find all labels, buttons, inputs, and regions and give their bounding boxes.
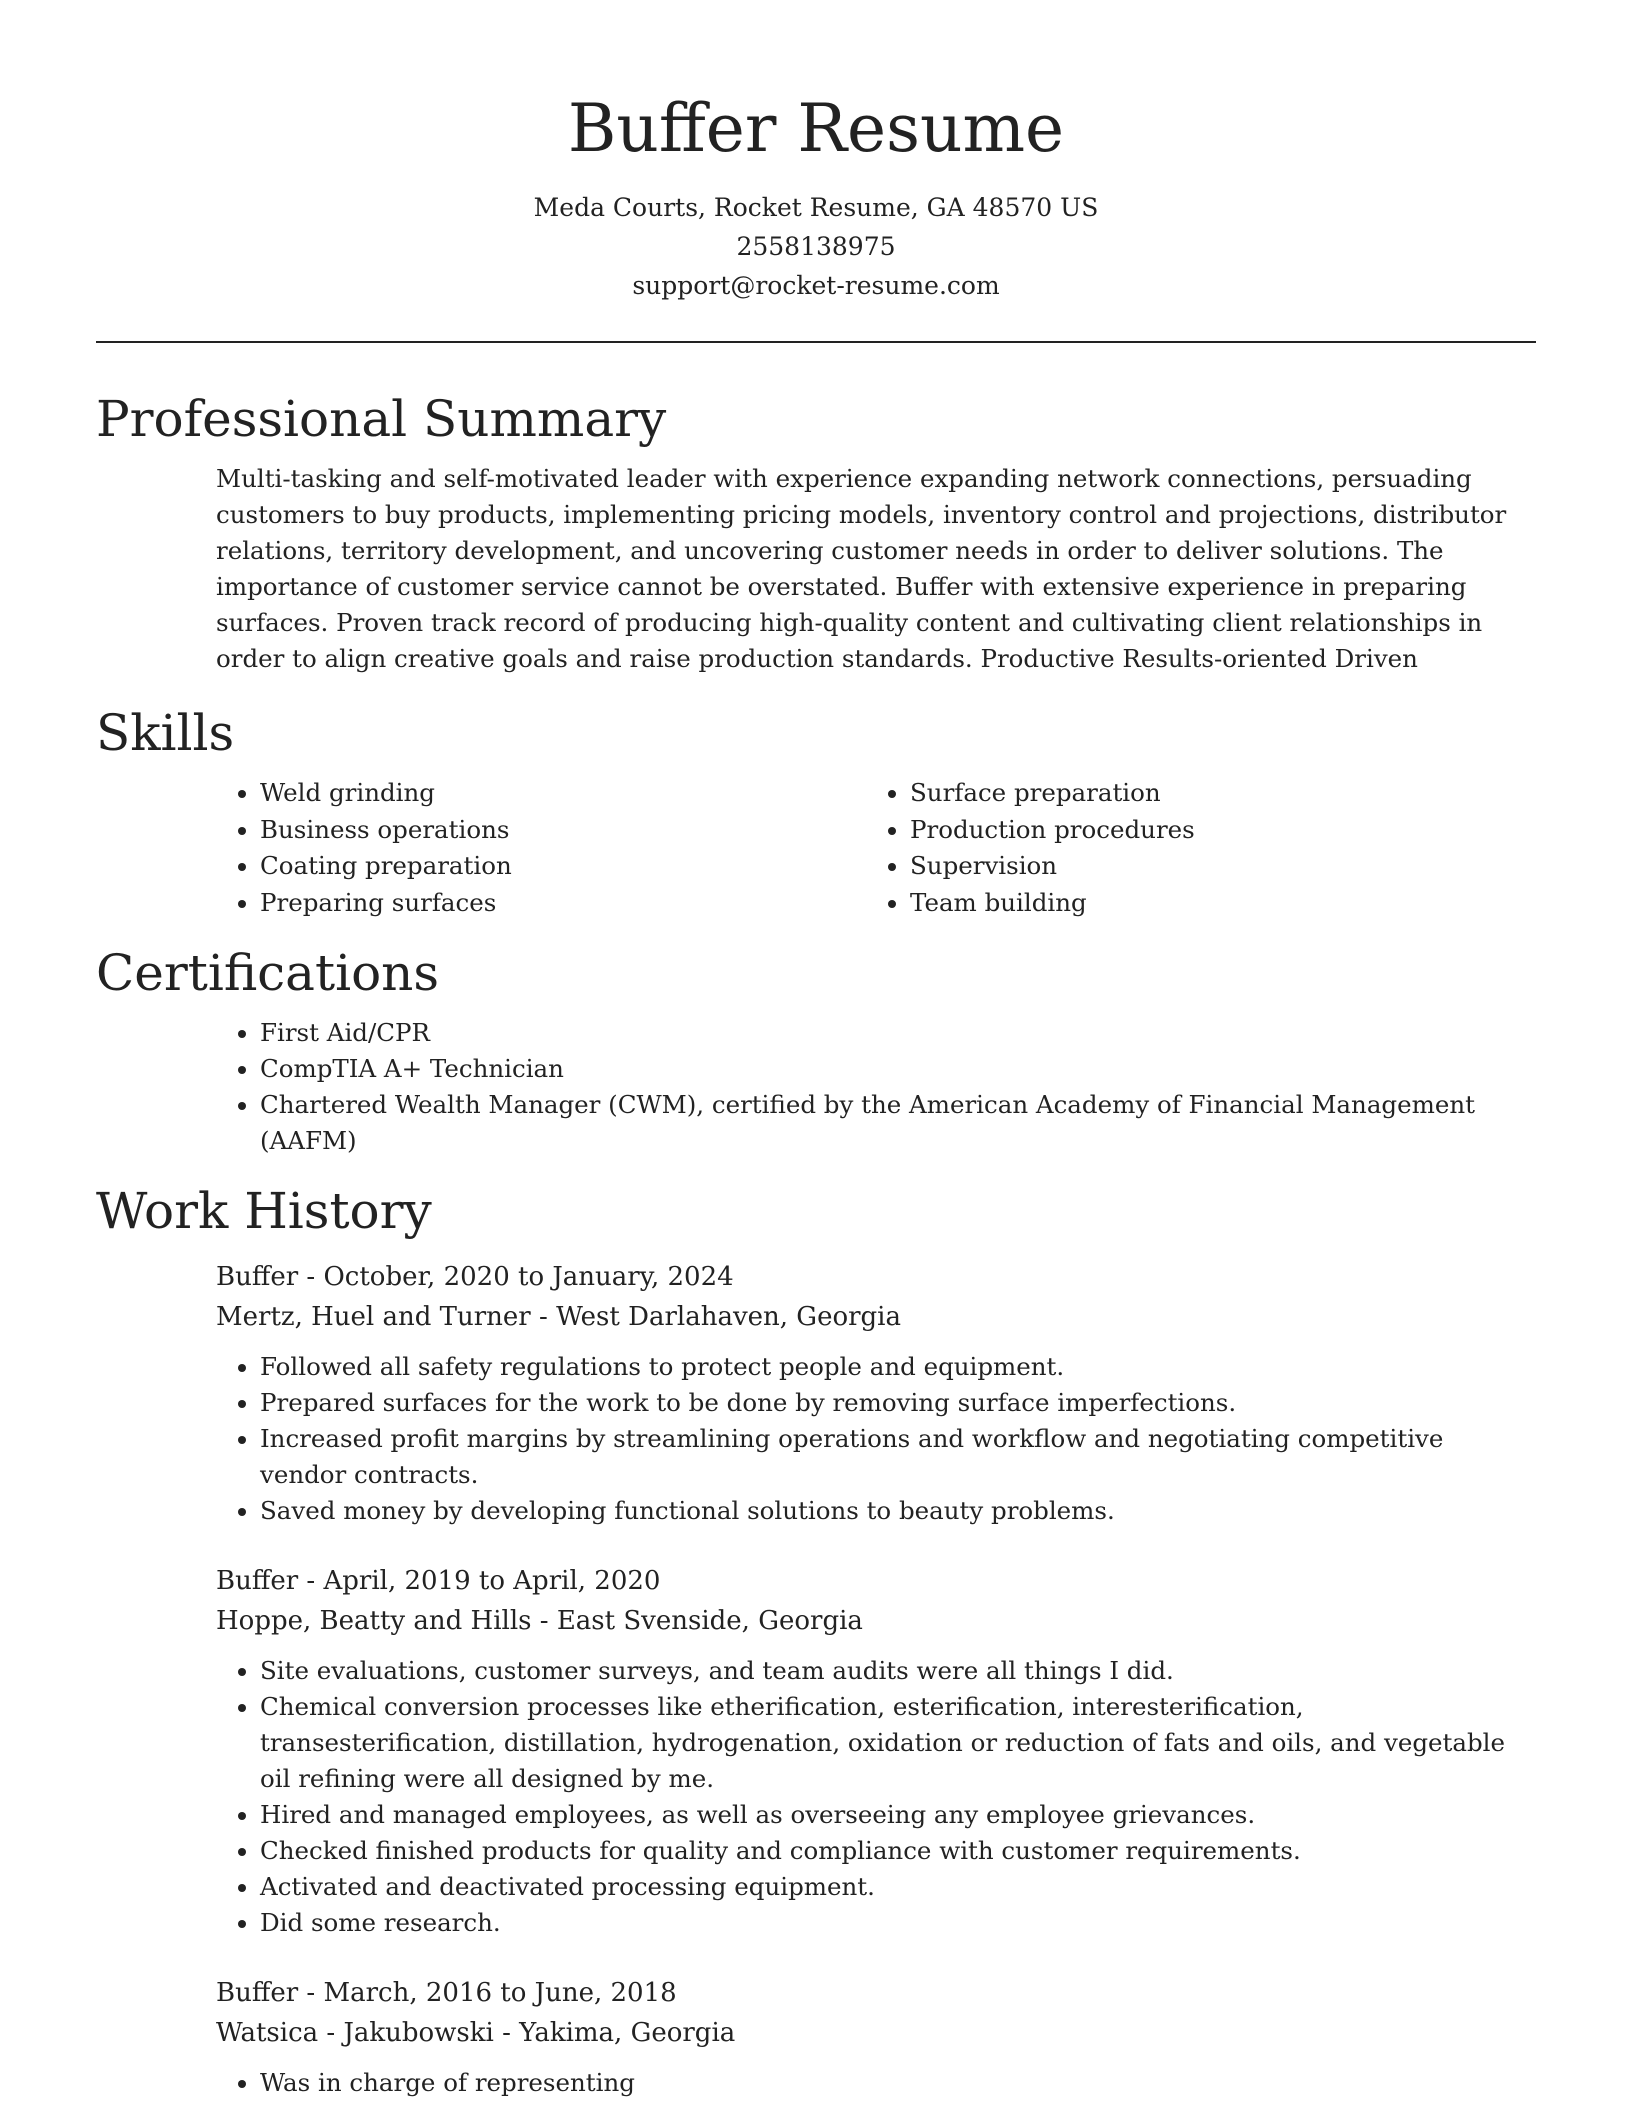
skills-column-left bbox=[216, 775, 866, 921]
work-history-heading: Work History bbox=[96, 1182, 432, 1240]
job-company-line: Watsica - Jakubowski - Yakima, Georgia bbox=[216, 2018, 736, 2048]
job-duty: • Activated and deactivated processing equipment. bbox=[260, 1869, 1536, 1905]
job-title-line: Buffer - October, 2020 to January, 2024 bbox=[216, 1262, 734, 1292]
job-duty: • Hired and managed employees, as well as overseeing any employee grievances. bbox=[260, 1797, 1536, 1833]
skills-section bbox=[96, 701, 1536, 921]
job-dates: March, 2016 to June, 2018 bbox=[323, 1978, 677, 2008]
skill-item: • Weld grinding bbox=[260, 775, 866, 812]
job-entry bbox=[216, 1561, 1536, 1941]
job-entry bbox=[216, 1973, 1536, 2101]
job-title-line: Buffer - April, 2019 to April, 2020 bbox=[216, 1566, 661, 1596]
skill-item: • Supervision bbox=[910, 848, 1516, 885]
job-title: Buffer bbox=[216, 1566, 299, 1596]
job-duties-list bbox=[216, 2065, 1536, 2101]
contact-email: support@rocket-resume.com bbox=[632, 271, 1000, 300]
skill-item: • Team building bbox=[910, 885, 1516, 922]
certifications-heading: Certifications bbox=[96, 944, 440, 1002]
contact-info bbox=[96, 188, 1536, 305]
skill-item: • Surface preparation bbox=[910, 775, 1516, 812]
summary-heading: Professional Summary bbox=[96, 390, 667, 448]
skill-item: • Production procedures bbox=[910, 812, 1516, 849]
header-divider bbox=[96, 341, 1536, 343]
job-dates: April, 2019 to April, 2020 bbox=[323, 1566, 661, 1596]
job-dates: October, 2020 to January, 2024 bbox=[323, 1262, 734, 1292]
skill-item: • Coating preparation bbox=[260, 848, 866, 885]
job-location: East Svenside, Georgia bbox=[556, 1606, 863, 1636]
job-title: Buffer bbox=[216, 1262, 299, 1292]
contact-phone: 2558138975 bbox=[736, 232, 896, 261]
job-duty: • Increased profit margins by streamlining operations and workflow and negotiating competitive vendor contracts. bbox=[260, 1421, 1536, 1493]
job-duties-list bbox=[216, 1653, 1536, 1941]
certification-item: • CompTIA A+ Technician bbox=[260, 1051, 1536, 1087]
job-duties-list bbox=[216, 1349, 1536, 1529]
skill-item: • Business operations bbox=[260, 812, 866, 849]
skills-column-right bbox=[866, 775, 1516, 921]
job-title: Buffer bbox=[216, 1978, 299, 2008]
job-company: Hoppe, Beatty and Hills bbox=[216, 1606, 532, 1636]
job-company: Mertz, Huel and Turner bbox=[216, 1302, 531, 1332]
skills-grid bbox=[216, 775, 1536, 921]
job-company: Watsica - Jakubowski bbox=[216, 2018, 494, 2048]
summary-section bbox=[96, 387, 1536, 677]
job-duty: • Did some research. bbox=[260, 1905, 1536, 1941]
certifications-section bbox=[96, 941, 1536, 1159]
job-duty: • Site evaluations, customer surveys, and team audits were all things I did. bbox=[260, 1653, 1536, 1689]
job-company-line: Mertz, Huel and Turner - West Darlahaven, Georgia bbox=[216, 1302, 901, 1332]
work-history-section bbox=[96, 1179, 1536, 2101]
job-title-line: Buffer - March, 2016 to June, 2018 bbox=[216, 1978, 677, 2008]
job-duty: • Chemical conversion processes like etherification, esterification, interesterification, transesterification, distillation, hydrogenation, oxidation or reduction of fats and oils, and vegetable oil refining were all designed by me. bbox=[260, 1689, 1536, 1797]
certification-item: • First Aid/CPR bbox=[260, 1015, 1536, 1051]
job-entry bbox=[216, 1257, 1536, 1529]
resume-name: Buffer Resume bbox=[567, 90, 1065, 167]
job-duty: • Was in charge of representing bbox=[260, 2065, 1536, 2101]
job-duty: • Saved money by developing functional solutions to beauty problems. bbox=[260, 1493, 1536, 1529]
job-location: Yakima, Georgia bbox=[519, 2018, 736, 2048]
job-duty: • Checked finished products for quality and compliance with customer requirements. bbox=[260, 1833, 1536, 1869]
job-location: West Darlahaven, Georgia bbox=[556, 1302, 901, 1332]
job-company-line: Hoppe, Beatty and Hills - East Svenside, Georgia bbox=[216, 1606, 863, 1636]
skill-item: • Preparing surfaces bbox=[260, 885, 866, 922]
resume-header bbox=[96, 0, 1536, 305]
job-duty: • Prepared surfaces for the work to be done by removing surface imperfections. bbox=[260, 1385, 1536, 1421]
job-duty: • Followed all safety regulations to protect people and equipment. bbox=[260, 1349, 1536, 1385]
summary-text: Multi-tasking and self-motivated leader with experience expanding network connections, persuading customers to buy products, implementing pricing models, inventory control and projections, distributor relations, territory development, and uncovering customer needs in order to deliver solutions. The importance of customer service cannot be overstated. Buffer with extensive experience in preparing surfaces. Proven track record of producing high-quality content and cultivating client relationships in order to align creative goals and raise production standards. Productive Results-oriented Driven bbox=[216, 464, 1507, 673]
certifications-list bbox=[216, 1015, 1536, 1159]
contact-address: Meda Courts, Rocket Resume, GA 48570 US bbox=[533, 193, 1099, 222]
certification-item: • Chartered Wealth Manager (CWM), certified by the American Academy of Financial Management (AAFM) bbox=[260, 1087, 1536, 1159]
skills-heading: Skills bbox=[96, 704, 235, 762]
